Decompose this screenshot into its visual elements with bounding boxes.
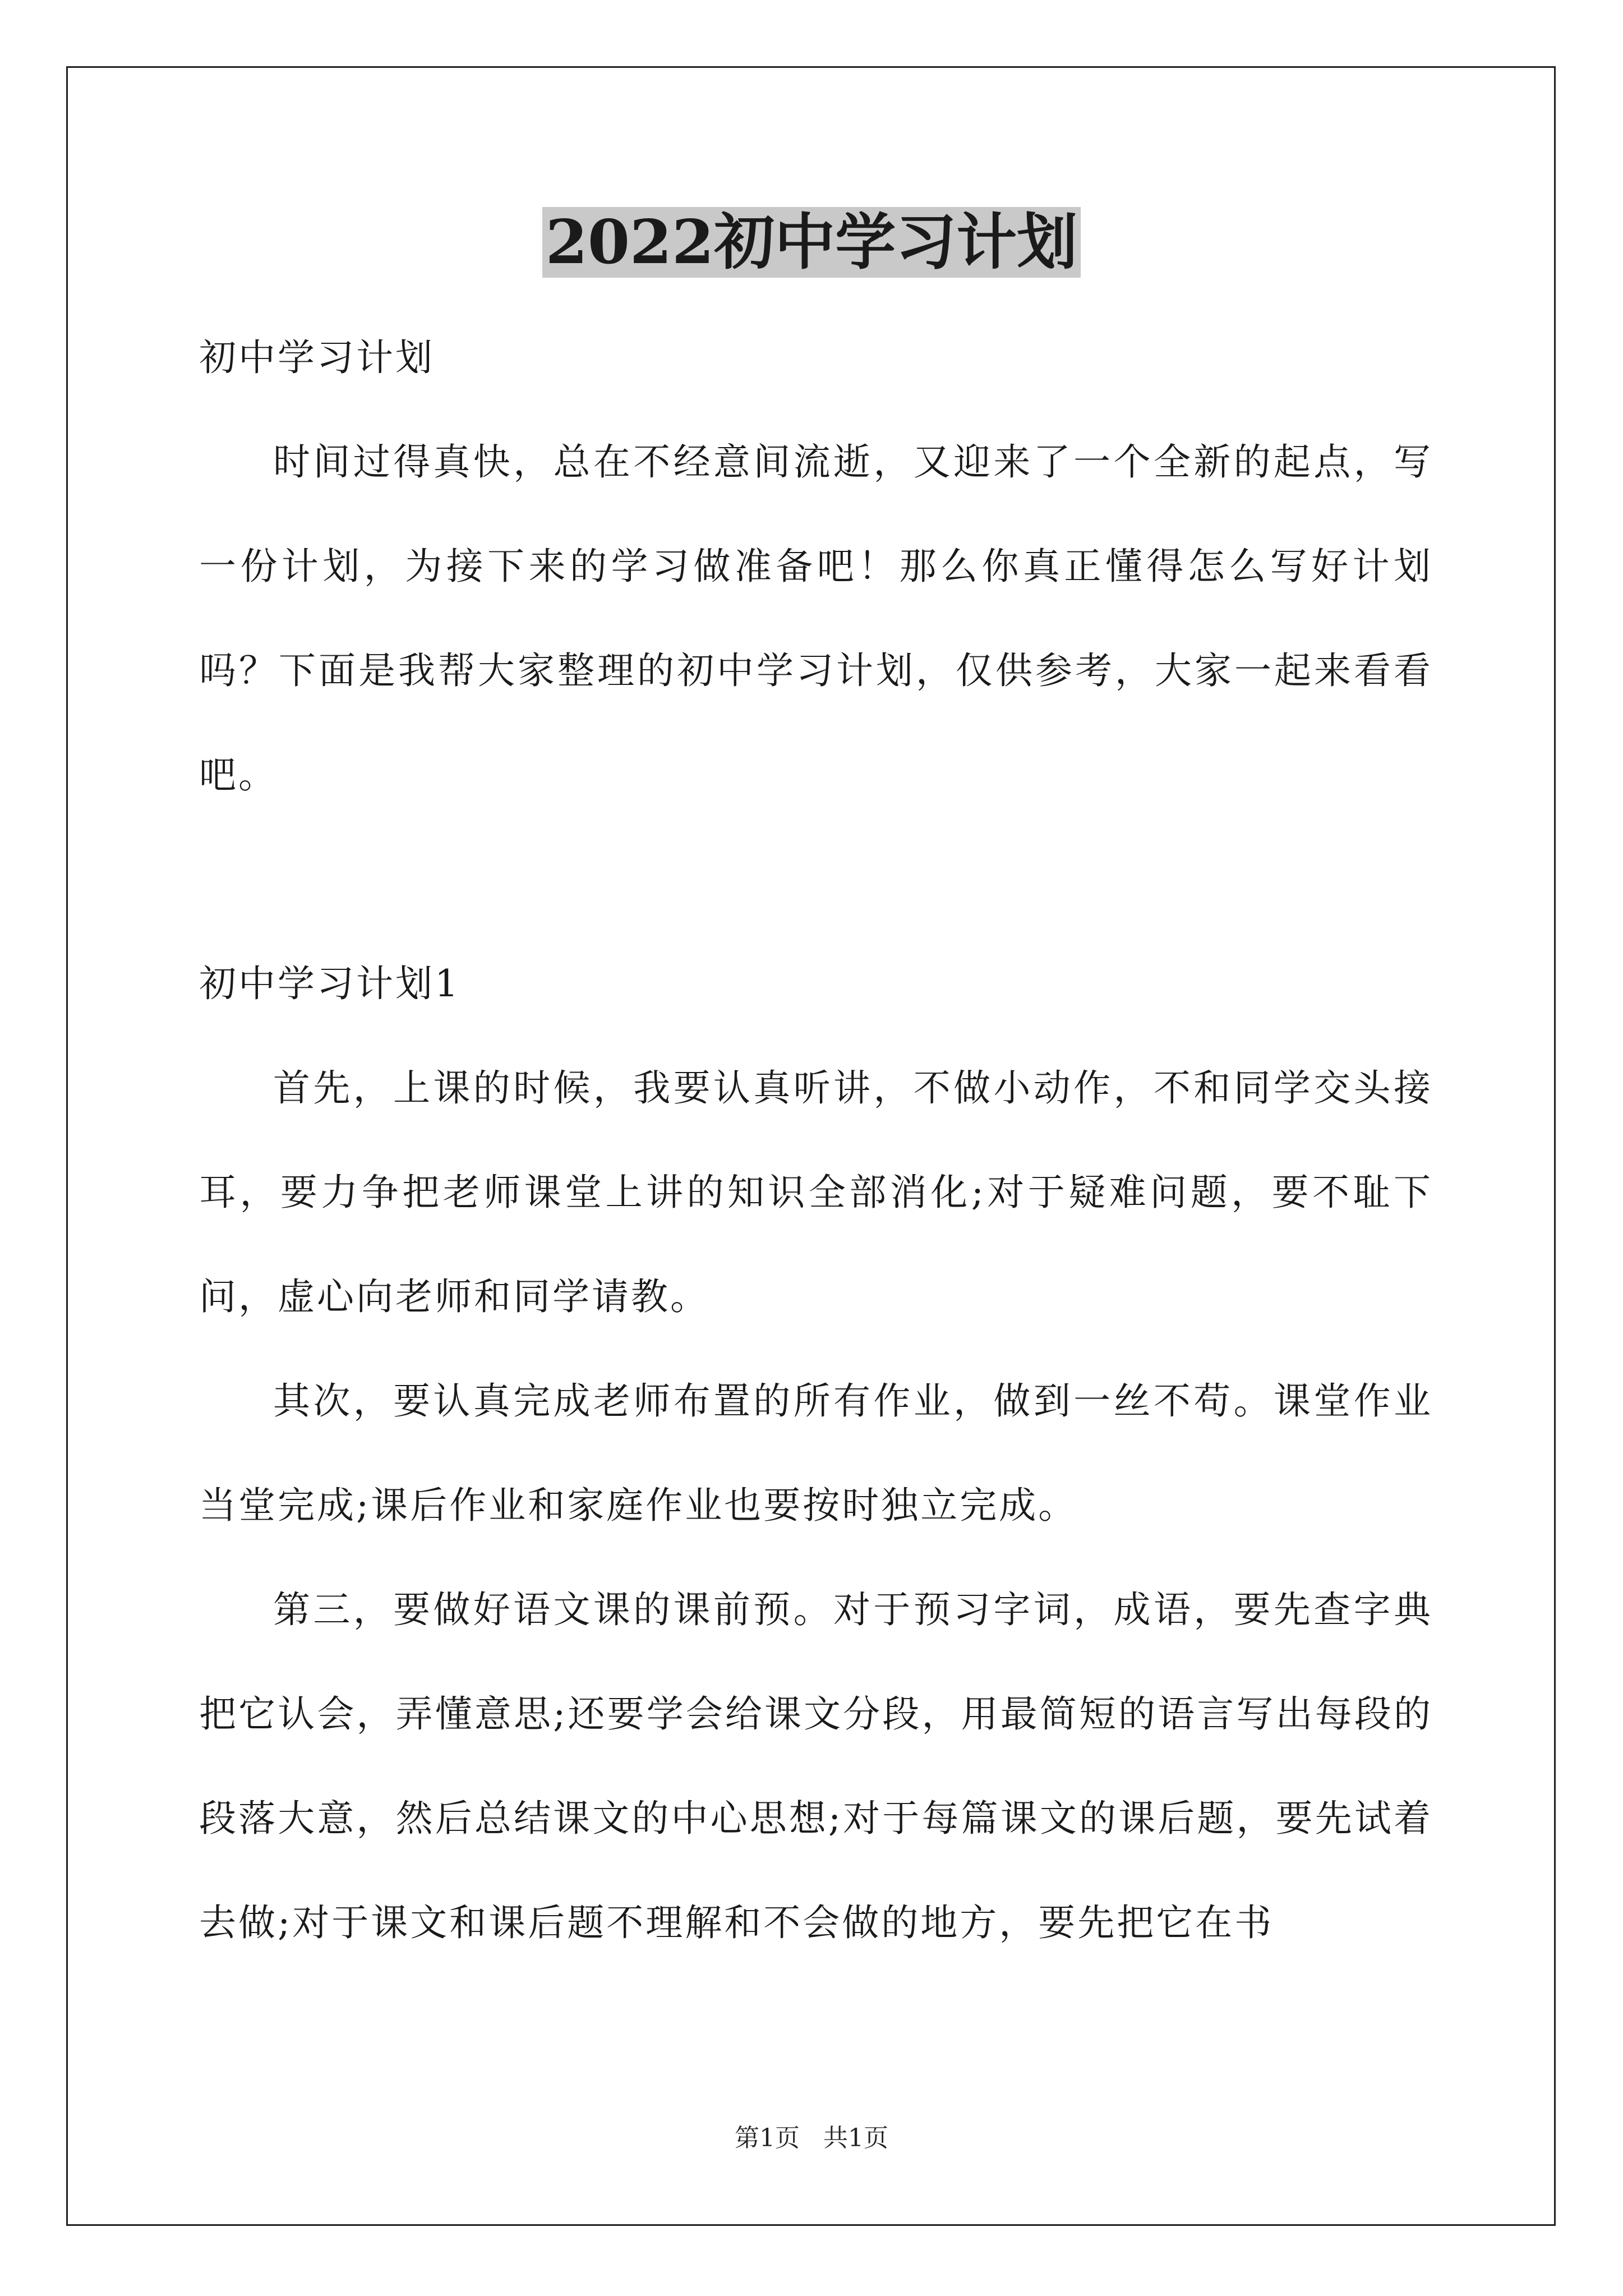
section-heading: 初中学习计划 — [199, 336, 435, 379]
body-paragraph-1: 首先，上课的时候，我要认真听讲，不做小动作，不和同学交头接耳，要力争把老师课堂上讲的知识全部消化;对于疑难问题，要不耻下问，虚心向老师和同学请教。 — [199, 1066, 1433, 1318]
intro-paragraph: 时间过得真快，总在不经意间流逝，又迎来了一个全新的起点，写一份计划，为接下来的学习做准备吧！那么你真正懂得怎么写好计划吗？下面是我帮大家整理的初中学习计划，仅供参考，大家一起来看看吧。 — [199, 440, 1433, 797]
body-paragraph-3: 第三，要做好语文课的课前预。对于预习字词，成语，要先查字典把它认会，弄懂意思;还要学会给课文分段，用最简短的语言写出每段的段落大意，然后总结课文的中心思想;对于每篇课文的课后题，要先试着去做;对于课文和课后题不理解和不会做的地方，要先把它在书 — [199, 1588, 1433, 1944]
document-title — [0, 203, 1623, 282]
paragraph-spacer — [199, 827, 1433, 932]
page-footer: 第1页 共1页 — [735, 2124, 888, 2152]
section-heading-1: 初中学习计划1 — [199, 962, 460, 1005]
document-body — [199, 306, 1433, 1975]
body-paragraph-2: 其次，要认真完成老师布置的所有作业，做到一丝不苟。课堂作业当堂完成;课后作业和家庭作业也要按时独立完成。 — [199, 1379, 1433, 1527]
document-title-text: 2022初中学习计划 — [542, 207, 1081, 278]
